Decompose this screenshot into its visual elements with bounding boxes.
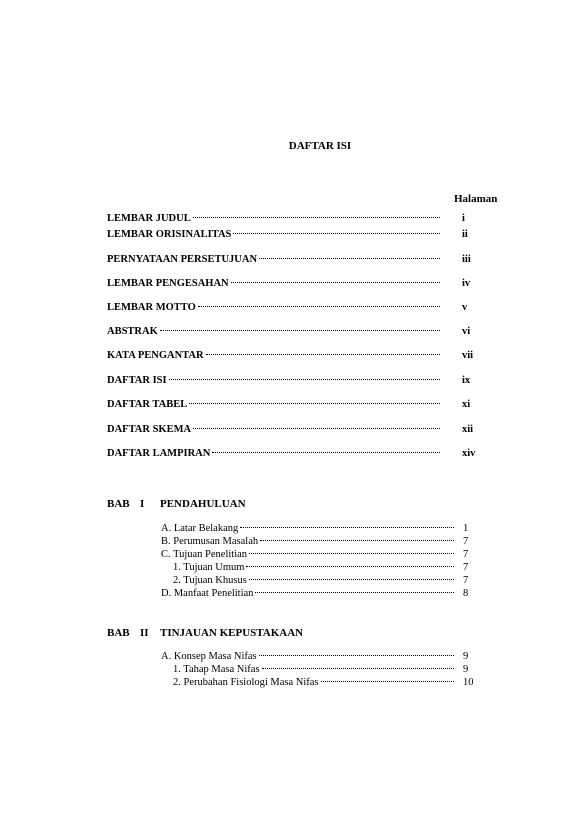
toc-subentry[interactable] — [161, 536, 454, 549]
chapter-number: I — [140, 498, 145, 510]
toc-entry-daftar-tabel[interactable] — [107, 399, 440, 413]
chapter-bab-label: BAB — [107, 627, 130, 639]
toc-entry-abstrak[interactable] — [107, 326, 440, 340]
toc-page-number: 10 — [463, 677, 474, 688]
halaman-label: Halaman — [454, 193, 498, 205]
toc-entry-lembar-pengesahan[interactable] — [107, 278, 440, 292]
toc-entry-label: LEMBAR PENGESAHAN — [107, 278, 229, 289]
toc-entry-daftar-isi[interactable] — [107, 375, 440, 389]
toc-page-number: vi — [462, 326, 471, 337]
dot-leader — [231, 282, 440, 283]
toc-page-number: i — [462, 213, 465, 224]
toc-entry-label: LEMBAR MOTTO — [107, 302, 196, 313]
toc-entry-label: DAFTAR ISI — [107, 375, 167, 386]
toc-entry-label: LEMBAR JUDUL — [107, 213, 191, 224]
toc-page-number: 8 — [463, 588, 469, 599]
toc-subentry-label: 2. Tujuan Khusus — [173, 575, 247, 586]
toc-subentry[interactable] — [173, 562, 454, 575]
dot-leader — [193, 428, 440, 429]
dot-leader — [240, 527, 454, 528]
toc-page-number: iii — [462, 254, 471, 265]
toc-page-number: xii — [462, 424, 474, 435]
toc-entry-label: DAFTAR TABEL — [107, 399, 188, 410]
toc-entry-lembar-motto[interactable] — [107, 302, 440, 316]
toc-subentry[interactable] — [161, 549, 454, 562]
dot-leader — [321, 681, 454, 682]
toc-page-number: iv — [462, 278, 471, 289]
dot-leader — [259, 655, 454, 656]
toc-page-number: 7 — [463, 536, 469, 547]
toc-entry-lembar-judul[interactable] — [107, 213, 440, 227]
chapter-bab-label: BAB — [107, 498, 130, 510]
toc-page-number: 1 — [463, 523, 469, 534]
toc-subentry-label: B. Perumusan Masalah — [161, 536, 259, 547]
toc-subentry-label: 1. Tahap Masa Nifas — [173, 664, 260, 675]
toc-subentry[interactable] — [161, 523, 454, 536]
toc-page-number: 7 — [463, 562, 469, 573]
toc-entry-label: KATA PENGANTAR — [107, 350, 204, 361]
dot-leader — [189, 403, 440, 404]
dot-leader — [259, 258, 440, 259]
toc-entry-pernyataan-persetujuan[interactable] — [107, 254, 440, 268]
dot-leader — [260, 540, 454, 541]
toc-entry-lembar-orisinalitas[interactable] — [107, 229, 440, 243]
toc-page-number: vii — [462, 350, 474, 361]
toc-subentry-label: A. Konsep Masa Nifas — [161, 651, 257, 662]
toc-page-number: 9 — [463, 664, 469, 675]
toc-page-number: v — [462, 302, 468, 313]
dot-leader — [249, 553, 454, 554]
toc-page-number: ix — [462, 375, 471, 386]
page-title: DAFTAR ISI — [288, 140, 352, 152]
dot-leader — [262, 668, 454, 669]
toc-entry-daftar-skema[interactable] — [107, 424, 440, 438]
chapter-number: II — [140, 627, 149, 639]
dot-leader — [198, 306, 440, 307]
toc-page-number: 7 — [463, 575, 469, 586]
toc-subentry[interactable] — [161, 588, 454, 601]
dot-leader — [206, 354, 440, 355]
toc-entry-label: DAFTAR LAMPIRAN — [107, 448, 211, 459]
toc-entry-kata-pengantar[interactable] — [107, 350, 440, 364]
toc-page-number: 9 — [463, 651, 469, 662]
toc-subentry[interactable] — [173, 575, 454, 588]
dot-leader — [193, 217, 440, 218]
dot-leader — [169, 379, 440, 380]
toc-page-number: 7 — [463, 549, 469, 560]
toc-page-number: xiv — [462, 448, 476, 459]
toc-entry-label: DAFTAR SKEMA — [107, 424, 192, 435]
toc-subentry[interactable] — [161, 651, 454, 664]
chapter-title[interactable]: PENDAHULUAN — [160, 498, 246, 510]
toc-subentry-label: A. Latar Belakang — [161, 523, 239, 534]
toc-subentry-label: C. Tujuan Penelitian — [161, 549, 248, 560]
toc-subentry[interactable] — [173, 664, 454, 677]
toc-subentry-label: 2. Perubahan Fisiologi Masa Nifas — [173, 677, 319, 688]
chapter-title[interactable]: TINJAUAN KEPUSTAKAAN — [160, 627, 304, 639]
dot-leader — [249, 579, 454, 580]
toc-subentry[interactable] — [173, 677, 454, 690]
toc-entry-label: LEMBAR ORISINALITAS — [107, 229, 232, 240]
toc-entry-label: PERNYATAAN PERSETUJUAN — [107, 254, 258, 265]
toc-page-number: xi — [462, 399, 471, 410]
dot-leader — [160, 330, 440, 331]
toc-page-number: ii — [462, 229, 468, 240]
toc-entry-daftar-lampiran[interactable] — [107, 448, 440, 462]
toc-subentry-label: 1. Tujuan Umum — [173, 562, 245, 573]
dot-leader — [212, 452, 440, 453]
toc-entry-label: ABSTRAK — [107, 326, 158, 337]
dot-leader — [246, 566, 454, 567]
dot-leader — [255, 592, 454, 593]
toc-subentry-label: D. Manfaat Penelitian — [161, 588, 254, 599]
dot-leader — [233, 233, 440, 234]
